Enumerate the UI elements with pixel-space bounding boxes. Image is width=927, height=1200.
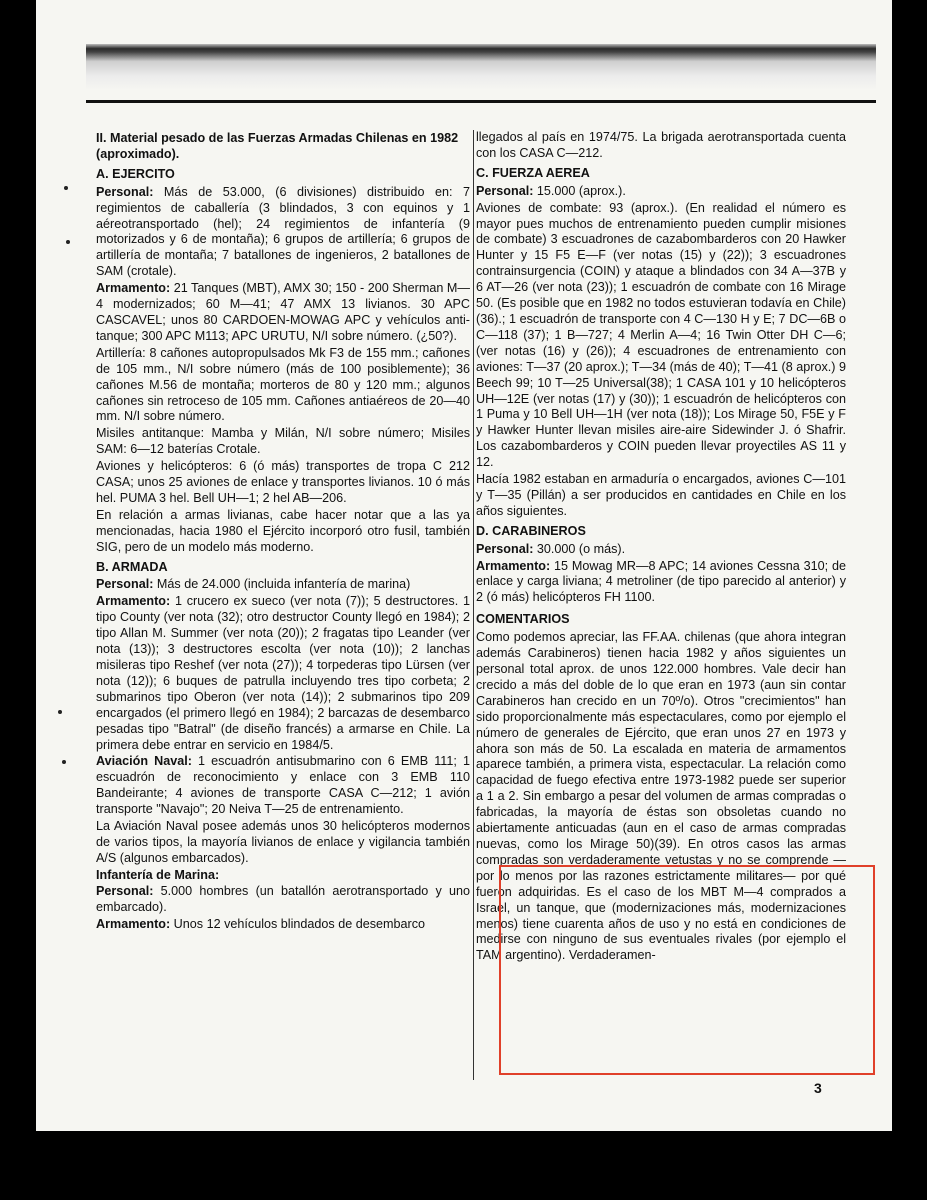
navy-aviation-text: 1 escuadrón antisubmarino con 6 EMB 111; 1 escuadrón de reconocimiento y enlace con 3 EMB 110 Bandeirante; 4 aviones de transporte CASA C—212; 1 avión transporte "Navajo"; 20 Neiva T—25 de entrenamiento. <box>96 754 470 817</box>
carabineros-personal-text: 30.000 (o más). <box>533 541 626 556</box>
header-band <box>86 44 876 102</box>
highlight-box <box>499 865 875 1075</box>
scan-speck <box>64 186 68 190</box>
marines-personal <box>96 884 470 916</box>
army-armament-label: Armamento: <box>96 281 171 296</box>
column-divider <box>473 130 474 1080</box>
navy-aviation <box>96 754 470 818</box>
marines-personal-text: 5.000 hombres (un batallón aerotransportado y uno embarcado). <box>96 883 470 914</box>
left-column <box>96 130 470 933</box>
scan-speck <box>58 710 62 714</box>
marines-armament <box>96 917 470 933</box>
page-number: 3 <box>814 1080 822 1096</box>
marines-heading: Infantería de Marina: <box>96 867 220 882</box>
right-column <box>476 130 846 965</box>
marines-personal-label: Personal: <box>96 883 154 898</box>
navy-aviation-label: Aviación Naval: <box>96 754 192 769</box>
air-force-heading: C. FUERZA AEREA <box>476 165 590 180</box>
navy-personal-text: Más de 24.000 (incluida infantería de marina) <box>153 577 411 592</box>
scanned-page <box>36 0 892 1131</box>
comments-heading: COMENTARIOS <box>476 612 570 627</box>
carabineros-personal-label: Personal: <box>476 541 534 556</box>
navy-armament-text: 1 crucero ex sueco (ver nota (7)); 5 destructores. 1 tipo County (ver nota (32); otro destructor County llegó en 1984); 2 tipo Allan M. Summer (ver nota (20)); 2 fragatas tipo Leander (ver nota (13)); 3 destructores escolta (ver nota (10)); 2 lanchas misileras tipo Reshef (ver nota (27)); 4 torpederas tipo Lürsen (ver nota (12)); 6 buques de patrulla incluyendo tres tipo corbeta; 2 submarinos tipo Oberon (ver nota (14)); 2 submarinos tipo 209 encargados (el primero llegó en 1984); 2 barcazas de desembarco pesadas tipo "Batral" (de diseño francés) a armarse en Chile. La primera debe entrar en servicio en 1984/5. <box>96 594 470 752</box>
army-personal-label: Personal: <box>96 184 154 199</box>
comments-text: Como podemos apreciar, las FF.AA. chilenas (que ahora integran además Carabineros) tienen hacia 1982 y años siguientes un personal total aprox. de unos 122.000 hombres. Vale decir han crecido a más del doble de lo que eran en 1973 (aun sin contar Carabineros han crecido en un 70º/o). Otros "crecimientos" han sido proporcionalmente más espectaculares, como por ejemplo el número de generales de Ejército, que eran unos 27 en 1973 y ahora son más de 50. La escalada en materia de armamentos aparece también, a primera vista, espectacular. La relación como capacidad de fuego efectiva entre 1973-1982 puede ser superior a 1 a 2. Sin embargo a pesar del volumen de armas compradas o fabricadas, la mayoría de éstas son obsoletas cuando no abiertamente anticuadas (aun en el caso de armas compradas nuevas, como los Mirage 50)(39). En otros casos las armas compradas son verdaderamente vetustas y no se comprende —por lo menos por las razones estrictamente militares— por qué fueron adquiridas. Es el caso de los MBT M—4 comprados a Israel, un tanque, que (modernizaciones más, modernizaciones menos) tiene cuarenta años de uso y no está en condiciones de medirse con ninguno de sus eventuales rivales (por ejemplo el TAM argentino). Verdaderamen- <box>476 630 846 963</box>
army-aircraft: Aviones y helicópteros: 6 (ó más) transportes de tropa C 212 CASA; unos 25 aviones de enlace y transportes livianos. 10 ó más hel. PUMA 3 hel. Bell UH—1; 2 hel AB—206. <box>96 459 470 505</box>
navy-armament <box>96 594 470 753</box>
army-personal-text: Más de 53.000, (6 divisiones) distribuido en: 7 regimientos de caballería (3 blindados, 3 con equinos y 1 aéreotransportado (hel); 24 regimientos de infantería (9 motorizados y 6 de montaña); 6 grupos de artillería; 6 grupos de artillería de montaña; 7 batallones de ingenieros, 2 batallones de SAM (crotale). <box>96 184 470 279</box>
navy-heading: B. ARMADA <box>96 559 168 574</box>
air-force-personal-label: Personal: <box>476 183 534 198</box>
navy-helicopters: La Aviación Naval posee además unos 30 helicópteros modernos de varios tipos, la mayoría livianos de enlace y vigilancia también A/S (algunos embarcados). <box>96 819 470 865</box>
carabineros-armament-label: Armamento: <box>476 558 551 573</box>
army-artillery: Artillería: 8 cañones autopropulsados Mk F3 de 155 mm.; cañones de 105 mm., N/I sobre número (más de 100 posiblemente); 36 cañones M.56 de montaña; morteros de 80 y 120 mm.; algunos cañones sin retroceso de 105 mm. Cañones antiaéreos de 20—40 mm. N/I sobre número. <box>96 345 470 424</box>
marines-armament-text: Unos 12 vehículos blindados de desembarco <box>170 916 426 931</box>
carabineros-personal <box>476 542 846 558</box>
air-force-production: Hacía 1982 estaban en armaduría o encargados, aviones C—101 y T—35 (Pillán) a ser producidos en cantidades en Chile en los años siguientes. <box>476 472 846 518</box>
scan-speck <box>66 240 70 244</box>
scan-speck <box>62 760 66 764</box>
marines-armament-label: Armamento: <box>96 916 171 931</box>
army-missiles: Misiles antitanque: Mamba y Milán, N/I sobre número; Misiles SAM: 6—12 baterías Crotale. <box>96 426 470 457</box>
continuation-text: llegados al país en 1974/75. La brigada aerotransportada cuenta con los CASA C—212. <box>476 130 846 160</box>
header-rule <box>86 100 876 103</box>
air-force-combat: Aviones de combate: 93 (aprox.). (En realidad el número es mayor pues muchos de entrenamiento pueden cumplir misiones de combate) 3 escuadrones de cazabombarderos con 20 Hawker Hunter y 15 F5 E—F (ver notas (15) y (22)); 3 escuadrones contrainsurgencia (COIN) y ataque a blindados con 34 A—37B y 6 AT—26 (ver nota (23)); 1 escuadrón de combate con 16 Mirage 50. (Es posible que en 1982 no todos estuvieran todavía en Chile) (36).; 1 escuadrón de transporte con 4 C—130 H y E; 7 DC—6B o C—118 (37); 1 B—727; 4 Merlin A—4; 16 Twin Otter DH C—6; (ver notas (16) y (26)); 4 escuadrones de entrenamiento con aviones: T—37 (20 aprox.); T—34 (más de 40); T—41 (8 aprox.) 9 Beech 99; 10 T—25 Universal(38); 1 CASA 101 y 10 helicópteros UH—12E (ver notas (17) y (30)); 1 escuadrón de helicópteros con 1 Puma y 10 Bell UH—1H (ver nota (18)); Los Mirage 50, F5E y F y Hawker Hunter llevan misiles aire-aire Sidewinder J. ó Shafrir. Los cazabombarderos y COIN pueden llevar proyectiles AS 11 y 12. <box>476 200 846 470</box>
carabineros-heading: D. CARABINEROS <box>476 523 586 538</box>
navy-personal-label: Personal: <box>96 577 154 592</box>
section-title: II. Material pesado de las Fuerzas Armadas Chilenas en 1982 (aproximado). <box>96 131 459 161</box>
army-heading: A. EJERCITO <box>96 166 175 181</box>
carabineros-armament <box>476 559 846 607</box>
navy-personal <box>96 577 470 593</box>
air-force-personal <box>476 184 846 200</box>
army-armament <box>96 281 470 345</box>
navy-armament-label: Armamento: <box>96 594 171 609</box>
army-light-arms: En relación a armas livianas, cabe hacer notar que a las ya mencionadas, hacia 1980 el Ejército incorporó otro fusil, también SIG, pero de un modelo más moderno. <box>96 507 470 554</box>
carabineros-armament-text: 15 Mowag MR—8 APC; 14 aviones Cessna 310; de enlace y carga liviana; 4 metroliner (de tipo parecido al anterior) y 2 (ó más) helicópteros FH 1100. <box>476 558 846 605</box>
army-armament-text: 21 Tanques (MBT), AMX 30; 150 - 200 Sherman M—4 modernizados; 60 M—41; 47 AMX 13 livianos. 30 APC CASCAVEL; unos 80 CARDOEN-MOWAG APC y vehículos anti-tanque; 300 APC M113; APC URUTU, N/I sobre número. (¿50?). <box>96 281 470 343</box>
air-force-personal-text: 15.000 (aprox.). <box>533 183 626 198</box>
army-personal <box>96 185 470 280</box>
